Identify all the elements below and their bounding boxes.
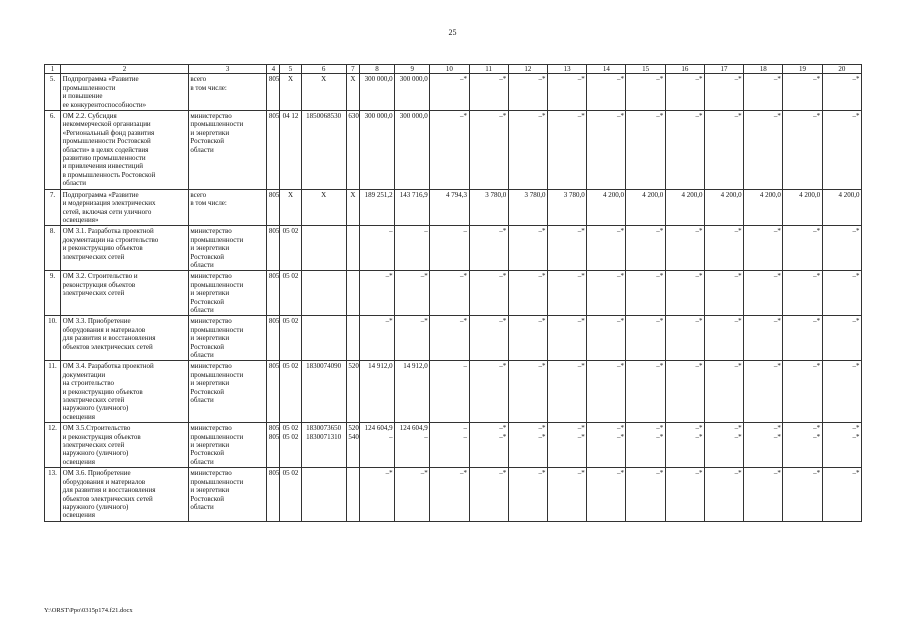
- row-year-value: –*: [822, 74, 861, 111]
- row-name: ОМ 3.4. Разработка проектной документации на строительство и реконструкцию объектов электрических сетей наружного (уличного) освещения: [61, 361, 189, 423]
- row-total-value: –*: [359, 316, 394, 361]
- row-total-value: –: [359, 226, 394, 271]
- row-year-value: –* –*: [704, 423, 743, 468]
- row-year-value: –*: [430, 271, 469, 316]
- header-cell: 13: [548, 65, 587, 74]
- row-year-value: –*: [430, 74, 469, 111]
- row-year-value: –*: [469, 271, 508, 316]
- row-year-value: –*: [508, 361, 547, 423]
- row-total-value: –*: [359, 271, 394, 316]
- row-year-value: –*: [548, 361, 587, 423]
- row-year-value: –*: [548, 226, 587, 271]
- row-csr: 1850068530: [301, 111, 346, 190]
- footer-file-path: Y:\ORST\Ppo\0315p174.f21.docx: [44, 607, 133, 614]
- row-year-value: –*: [822, 226, 861, 271]
- row-year-value: –*: [704, 316, 743, 361]
- row-vr: 520: [346, 361, 359, 423]
- row-year-value: –*: [822, 271, 861, 316]
- header-row: [45, 65, 862, 74]
- row-year-value: –*: [469, 111, 508, 190]
- row-year-value: –*: [587, 361, 626, 423]
- row-name: ОМ 3.6. Приобретение оборудования и материалов для развития и восстановления объектов электрических сетей наружного (уличного) освещения: [61, 468, 189, 521]
- row-year-value: –* –*: [587, 423, 626, 468]
- row-csr: [301, 271, 346, 316]
- row-grbs: 805: [267, 111, 280, 190]
- row-year-value: –*: [469, 468, 508, 521]
- header-cell: 5: [280, 65, 301, 74]
- row-year-value: –* –*: [822, 423, 861, 468]
- row-year-value: –*: [587, 226, 626, 271]
- row-year-value: –*: [822, 316, 861, 361]
- row-year-value: –*: [783, 316, 822, 361]
- row-total-value: 14 912,0: [359, 361, 394, 423]
- row-year-value: –*: [665, 316, 704, 361]
- header-cell: 11: [469, 65, 508, 74]
- row-number: 11.: [45, 361, 61, 423]
- row-year-value: –*: [430, 468, 469, 521]
- row-year-value: 3 780,0: [508, 189, 547, 226]
- row-year-value: –*: [783, 226, 822, 271]
- row-rzpr: 05 02: [280, 468, 301, 521]
- header-cell: 14: [587, 65, 626, 74]
- row-year-value: –*: [704, 271, 743, 316]
- row-year-value: –* –*: [626, 423, 665, 468]
- row-year-value: –*: [548, 111, 587, 190]
- row-year-value: 4 200,0: [822, 189, 861, 226]
- row-grbs: 805: [267, 189, 280, 226]
- row-number: 12.: [45, 423, 61, 468]
- row-year-value: –* –*: [783, 423, 822, 468]
- table-row: [45, 423, 862, 468]
- row-year-value: –*: [587, 111, 626, 190]
- header-cell: 7: [346, 65, 359, 74]
- row-year-value: –*: [704, 226, 743, 271]
- row-rzpr: 05 02: [280, 226, 301, 271]
- row-year-value: –*: [548, 74, 587, 111]
- row-year-value: –* –*: [548, 423, 587, 468]
- row-year-value: –*: [626, 111, 665, 190]
- row-vr: [346, 468, 359, 521]
- row-executor: всего в том числе:: [188, 74, 266, 111]
- row-executor: министерство промышленности и энергетики Ростовской области: [188, 468, 266, 521]
- row-year-value: –*: [665, 111, 704, 190]
- row-name: ОМ 3.2. Строительство и реконструкция объектов электрических сетей: [61, 271, 189, 316]
- row-year-value: –*: [665, 226, 704, 271]
- row-year-value: –: [395, 226, 430, 271]
- row-year-value: –*: [822, 361, 861, 423]
- row-year-value: –*: [665, 74, 704, 111]
- row-year-value: –: [430, 361, 469, 423]
- row-year-value: –*: [508, 74, 547, 111]
- row-year-value: –*: [395, 468, 430, 521]
- row-executor: министерство промышленности и энергетики Ростовской области: [188, 226, 266, 271]
- row-vr: [346, 316, 359, 361]
- row-year-value: –* –*: [744, 423, 783, 468]
- row-rzpr: Х: [280, 189, 301, 226]
- row-year-value: –*: [704, 74, 743, 111]
- row-rzpr: Х: [280, 74, 301, 111]
- row-year-value: –*: [744, 111, 783, 190]
- row-year-value: –* –*: [469, 423, 508, 468]
- row-number: 8.: [45, 226, 61, 271]
- table-row: [45, 189, 862, 226]
- row-year-value: –*: [783, 361, 822, 423]
- row-year-value: 3 780,0: [548, 189, 587, 226]
- row-year-value: –*: [704, 111, 743, 190]
- row-name: Подпрограмма «Развитие и модернизация электрических сетей, включая сети уличного освещения»: [61, 189, 189, 226]
- table-row: [45, 111, 862, 190]
- row-year-value: –*: [469, 361, 508, 423]
- table-body: [45, 65, 862, 522]
- table-row: [45, 361, 862, 423]
- row-total-value: 189 251,2: [359, 189, 394, 226]
- row-year-value: –*: [783, 271, 822, 316]
- row-number: 10.: [45, 316, 61, 361]
- header-cell: 10: [430, 65, 469, 74]
- row-year-value: –*: [783, 74, 822, 111]
- row-year-value: –*: [626, 361, 665, 423]
- row-year-value: –*: [548, 271, 587, 316]
- row-name: ОМ 3.5.Строительство и реконструкция объектов электрических сетей наружного (уличного) освещения: [61, 423, 189, 468]
- page-number: 25: [448, 28, 457, 37]
- row-rzpr: 05 02 05 02: [280, 423, 301, 468]
- row-csr: [301, 316, 346, 361]
- row-year-value: –*: [744, 316, 783, 361]
- row-executor: министерство промышленности и энергетики Ростовской области: [188, 316, 266, 361]
- row-number: 6.: [45, 111, 61, 190]
- row-year-value: –*: [395, 271, 430, 316]
- row-grbs: 805: [267, 271, 280, 316]
- row-year-value: –*: [469, 74, 508, 111]
- row-grbs: 805: [267, 316, 280, 361]
- row-executor: всего в том числе:: [188, 189, 266, 226]
- header-cell: 3: [188, 65, 266, 74]
- table-row: [45, 226, 862, 271]
- row-year-value: –*: [744, 271, 783, 316]
- row-year-value: –*: [626, 468, 665, 521]
- row-name: ОМ 3.3. Приобретение оборудования и материалов для развития и восстановления объектов электрических сетей: [61, 316, 189, 361]
- row-year-value: –*: [704, 468, 743, 521]
- row-csr: [301, 468, 346, 521]
- header-cell: 6: [301, 65, 346, 74]
- row-name: ОМ 3.1. Разработка проектной документации на строительство и реконструкцию объектов электрических сетей: [61, 226, 189, 271]
- header-cell: 8: [359, 65, 394, 74]
- row-year-value: –* –*: [665, 423, 704, 468]
- row-total-value: –*: [359, 468, 394, 521]
- row-year-value: –*: [822, 111, 861, 190]
- table-row: [45, 74, 862, 111]
- row-csr: 1830074090: [301, 361, 346, 423]
- row-rzpr: 04 12: [280, 111, 301, 190]
- row-year-value: 4 794,3: [430, 189, 469, 226]
- row-year-value: 143 716,9: [395, 189, 430, 226]
- row-year-value: –*: [587, 468, 626, 521]
- row-number: 7.: [45, 189, 61, 226]
- row-year-value: –*: [744, 74, 783, 111]
- header-cell: 20: [822, 65, 861, 74]
- row-year-value: 4 200,0: [587, 189, 626, 226]
- row-year-value: –*: [508, 271, 547, 316]
- row-year-value: –*: [548, 316, 587, 361]
- row-year-value: –*: [744, 468, 783, 521]
- row-year-value: 300 000,0: [395, 111, 430, 190]
- row-number: 9.: [45, 271, 61, 316]
- row-grbs: 805: [267, 361, 280, 423]
- row-year-value: –*: [665, 271, 704, 316]
- row-year-value: –*: [704, 361, 743, 423]
- row-vr: [346, 226, 359, 271]
- row-year-value: –*: [587, 271, 626, 316]
- row-executor: министерство промышленности и энергетики Ростовской области: [188, 423, 266, 468]
- header-cell: 15: [626, 65, 665, 74]
- row-year-value: 124 604,9 –: [395, 423, 430, 468]
- row-executor: министерство промышленности и энергетики Ростовской области: [188, 361, 266, 423]
- table-row: [45, 316, 862, 361]
- row-year-value: –*: [665, 361, 704, 423]
- row-year-value: 4 200,0: [665, 189, 704, 226]
- header-cell: 2: [61, 65, 189, 74]
- row-year-value: –*: [430, 316, 469, 361]
- row-year-value: –*: [469, 316, 508, 361]
- row-year-value: 3 780,0: [469, 189, 508, 226]
- row-vr: Х: [346, 74, 359, 111]
- row-rzpr: 05 02: [280, 271, 301, 316]
- header-cell: 1: [45, 65, 61, 74]
- budget-table: [44, 64, 862, 522]
- row-year-value: –*: [508, 316, 547, 361]
- row-rzpr: 05 02: [280, 316, 301, 361]
- row-year-value: –*: [395, 316, 430, 361]
- row-year-value: –*: [626, 226, 665, 271]
- row-total-value: 300 000,0: [359, 74, 394, 111]
- row-year-value: –*: [822, 468, 861, 521]
- row-executor: министерство промышленности и энергетики Ростовской области: [188, 111, 266, 190]
- row-year-value: –*: [587, 74, 626, 111]
- row-csr: 1830073650 1830071310: [301, 423, 346, 468]
- row-year-value: –*: [626, 316, 665, 361]
- row-vr: 630: [346, 111, 359, 190]
- row-executor: министерство промышленности и энергетики Ростовской области: [188, 271, 266, 316]
- row-rzpr: 05 02: [280, 361, 301, 423]
- row-vr: 520 540: [346, 423, 359, 468]
- row-grbs: 805: [267, 468, 280, 521]
- row-year-value: –*: [626, 74, 665, 111]
- row-year-value: –*: [665, 468, 704, 521]
- row-year-value: 4 200,0: [783, 189, 822, 226]
- row-year-value: 4 200,0: [626, 189, 665, 226]
- row-year-value: –*: [744, 361, 783, 423]
- header-cell: 18: [744, 65, 783, 74]
- row-year-value: –*: [508, 468, 547, 521]
- row-csr: Х: [301, 189, 346, 226]
- header-cell: 9: [395, 65, 430, 74]
- row-csr: [301, 226, 346, 271]
- row-number: 5.: [45, 74, 61, 111]
- row-year-value: –*: [508, 226, 547, 271]
- row-year-value: –*: [783, 111, 822, 190]
- row-grbs: 805 805: [267, 423, 280, 468]
- row-year-value: –*: [430, 111, 469, 190]
- row-year-value: –*: [783, 468, 822, 521]
- table-row: [45, 271, 862, 316]
- header-cell: 17: [704, 65, 743, 74]
- header-cell: 16: [665, 65, 704, 74]
- row-year-value: 4 200,0: [744, 189, 783, 226]
- row-year-value: –*: [626, 271, 665, 316]
- row-vr: Х: [346, 189, 359, 226]
- row-csr: Х: [301, 74, 346, 111]
- row-year-value: – –: [430, 423, 469, 468]
- row-year-value: –*: [508, 111, 547, 190]
- row-grbs: 805: [267, 74, 280, 111]
- row-year-value: 300 000,0: [395, 74, 430, 111]
- row-vr: [346, 271, 359, 316]
- row-grbs: 805: [267, 226, 280, 271]
- row-number: 13.: [45, 468, 61, 521]
- row-name: ОМ 2.2. Субсидия некоммерческой организации «Региональный фонд развития промышленности Ростовской области» в целях содействия развитию промышленности и привлечения инвестиций в промышленность Ростовской области: [61, 111, 189, 190]
- row-year-value: –*: [744, 226, 783, 271]
- header-cell: 19: [783, 65, 822, 74]
- row-year-value: –: [430, 226, 469, 271]
- table-row: [45, 468, 862, 521]
- header-cell: 12: [508, 65, 547, 74]
- row-year-value: –*: [469, 226, 508, 271]
- row-total-value: 300 000,0: [359, 111, 394, 190]
- row-year-value: –*: [548, 468, 587, 521]
- row-year-value: 14 912,0: [395, 361, 430, 423]
- row-name: Подпрограмма «Развитие промышленности и повышение ее конкурентоспособности»: [61, 74, 189, 111]
- row-year-value: –* –*: [508, 423, 547, 468]
- row-year-value: 4 200,0: [704, 189, 743, 226]
- header-cell: 4: [267, 65, 280, 74]
- row-year-value: –*: [587, 316, 626, 361]
- row-total-value: 124 604,9 –: [359, 423, 394, 468]
